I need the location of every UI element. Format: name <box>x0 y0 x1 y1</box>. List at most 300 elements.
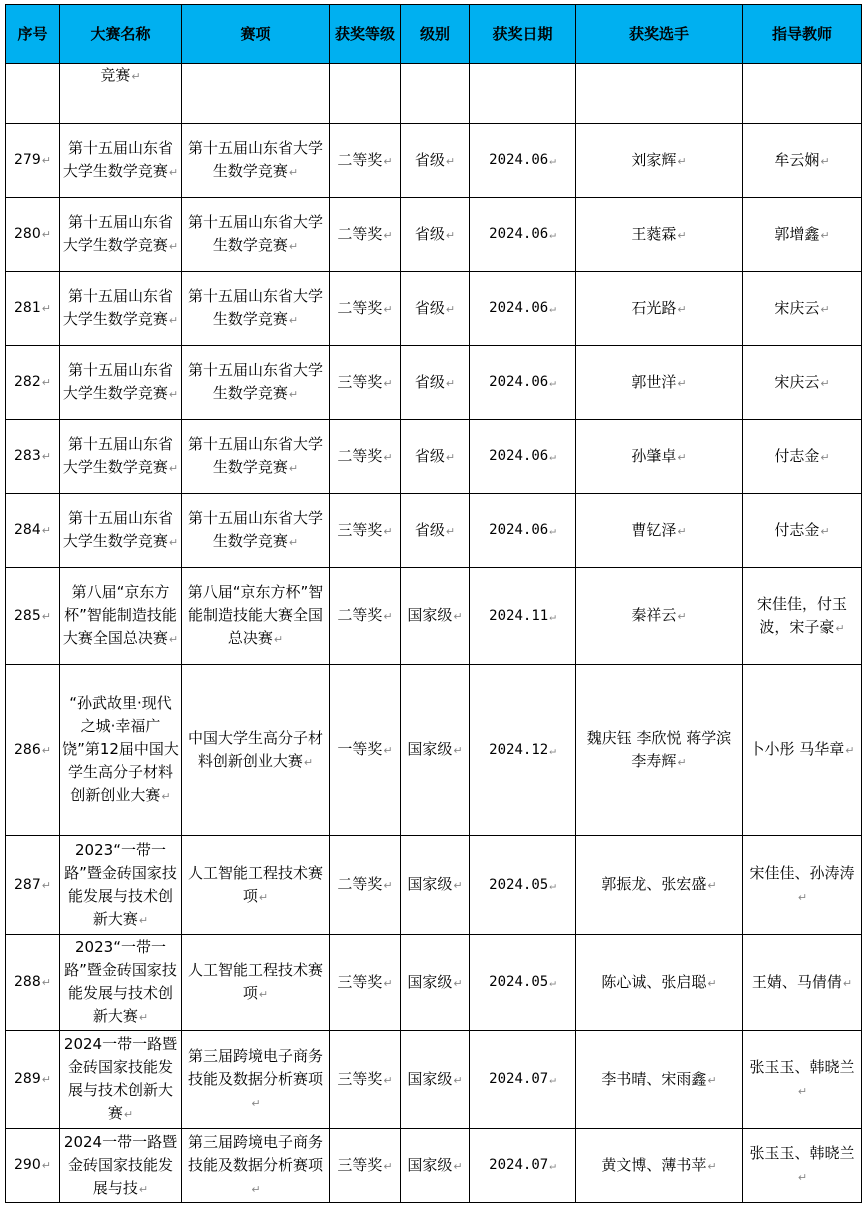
paragraph-mark-icon: ↵ <box>820 450 830 464</box>
cell-grade <box>401 64 470 124</box>
cell-text: 三等奖 <box>337 1069 383 1088</box>
cell-date <box>470 665 576 836</box>
cell-event <box>182 198 330 272</box>
paragraph-mark-icon: ↵ <box>549 743 556 757</box>
paragraph-mark-icon: ↵ <box>41 743 51 757</box>
table-row <box>6 272 862 346</box>
cell-text: 第十五届山东省大学生数学竞赛 <box>62 139 173 180</box>
paragraph-mark-icon: ↵ <box>251 1182 261 1196</box>
cell-text: 省级 <box>414 298 445 317</box>
cell-text: 王婧、马倩倩 <box>751 972 842 991</box>
paragraph-mark-icon: ↵ <box>161 790 171 803</box>
cell-date <box>470 494 576 568</box>
paragraph-mark-icon: ↵ <box>677 154 687 168</box>
cell-text: 张玉玉、韩晓兰 <box>749 1144 855 1162</box>
cell-date <box>470 1129 576 1203</box>
cell-grade <box>401 665 470 836</box>
paragraph-mark-icon: ↵ <box>453 744 463 757</box>
cell-text: 省级 <box>414 372 445 391</box>
cell-name <box>60 935 182 1031</box>
cell-seq <box>6 665 60 836</box>
paragraph-mark-icon: ↵ <box>383 154 393 168</box>
cell-date <box>470 420 576 494</box>
cell-text: 281 <box>14 300 41 316</box>
cell-text: 二等奖 <box>337 606 383 624</box>
paragraph-mark-icon: ↵ <box>288 388 299 401</box>
paragraph-mark-icon: ↵ <box>820 154 830 168</box>
cell-text: 李书晴、宋雨鑫 <box>601 1069 707 1088</box>
cell-text: 国家级 <box>407 875 453 893</box>
paragraph-mark-icon: ↵ <box>549 1073 556 1086</box>
cell-teacher <box>743 494 862 568</box>
cell-text: 283 <box>14 448 41 464</box>
cell-text: 付志金 <box>774 446 820 465</box>
table-row <box>6 420 862 494</box>
header-grade: 级别 <box>401 5 470 64</box>
cell-text: 2024一带一路暨金砖国家技能发展与技 <box>63 1132 178 1197</box>
cell-date <box>470 198 576 272</box>
paragraph-mark-icon: ↵ <box>677 450 687 464</box>
paragraph-mark-icon: ↵ <box>549 302 556 315</box>
table-row <box>6 1031 862 1129</box>
cell-seq <box>6 198 60 272</box>
table-row <box>6 836 862 935</box>
paragraph-mark-icon: ↵ <box>842 976 853 990</box>
cell-event <box>182 836 330 935</box>
cell-text: 第十五届山东省大学生数学竞赛 <box>62 287 173 328</box>
cell-text: 2023“一带一路”暨金砖国家技能发展与技术创新大赛 <box>64 840 177 928</box>
header-seq: 序号 <box>6 5 60 64</box>
cell-text: 宋佳佳，付玉波，宋子豪 <box>756 594 847 636</box>
cell-teacher <box>743 346 862 420</box>
cell-name <box>60 346 182 420</box>
paragraph-mark-icon: ↵ <box>549 228 556 241</box>
table-row <box>6 935 862 1031</box>
cell-text: 第八届“京东方杯”智能制造技能大赛全国总决赛 <box>187 583 324 647</box>
cell-text: 第十五届山东省大学生数学竞赛 <box>62 361 173 402</box>
cell-students <box>576 272 743 346</box>
paragraph-mark-icon: ↵ <box>168 240 179 253</box>
table-row <box>6 124 862 198</box>
cell-text: 第十五届山东省大学生数学竞赛 <box>62 213 173 254</box>
paragraph-mark-icon: ↵ <box>288 314 299 327</box>
cell-text: 二等奖 <box>337 298 383 317</box>
cell-students <box>576 420 743 494</box>
cell-teacher <box>743 1031 862 1129</box>
cell-text: 284 <box>14 522 41 538</box>
paragraph-mark-icon: ↵ <box>820 376 830 390</box>
cell-name <box>60 198 182 272</box>
cell-teacher <box>743 272 862 346</box>
paragraph-mark-icon: ↵ <box>138 1011 149 1024</box>
cell-students <box>576 494 743 568</box>
cell-teacher <box>743 568 862 665</box>
cell-level <box>330 665 401 836</box>
paragraph-mark-icon: ↵ <box>288 462 299 475</box>
cell-text: 宋佳佳、孙涛涛 <box>749 863 855 882</box>
paragraph-mark-icon: ↵ <box>138 1182 149 1196</box>
cell-name <box>60 420 182 494</box>
cell-teacher <box>743 124 862 198</box>
cell-event <box>182 64 330 124</box>
paragraph-mark-icon: ↵ <box>383 1159 393 1173</box>
cell-text: 2024.11 <box>489 607 549 624</box>
cell-level <box>330 346 401 420</box>
cell-seq <box>6 494 60 568</box>
cell-seq <box>6 124 60 198</box>
paragraph-mark-icon: ↵ <box>453 976 463 990</box>
cell-date <box>470 272 576 346</box>
cell-text: 2024.06 <box>489 226 549 242</box>
cell-text: 286 <box>14 741 41 758</box>
paragraph-mark-icon: ↵ <box>303 755 314 769</box>
cell-teacher <box>743 665 862 836</box>
cell-text: 刘家辉 <box>631 150 677 169</box>
paragraph-mark-icon: ↵ <box>168 314 179 327</box>
cell-students <box>576 1129 743 1203</box>
cell-text: 2023“一带一路”暨金砖国家技能发展与技术创新大赛 <box>64 938 177 1025</box>
cell-text: 第十五届山东省大学生数学竞赛 <box>62 509 173 550</box>
paragraph-mark-icon: ↵ <box>453 879 463 892</box>
paragraph-mark-icon: ↵ <box>383 1073 393 1087</box>
cell-text: 二等奖 <box>337 446 383 465</box>
paragraph-mark-icon: ↵ <box>383 450 393 464</box>
cell-name <box>60 64 182 124</box>
cell-text: 2024.06 <box>489 522 549 538</box>
paragraph-mark-icon: ↵ <box>549 524 556 537</box>
cell-level <box>330 64 401 124</box>
cell-text: 中国大学生高分子材料创新创业大赛 <box>187 728 323 770</box>
paragraph-mark-icon: ↵ <box>288 536 299 549</box>
cell-date <box>470 64 576 124</box>
cell-text: 287 <box>14 876 41 893</box>
cell-text: 2024.06 <box>489 448 549 464</box>
paragraph-mark-icon: ↵ <box>131 70 141 83</box>
cell-name <box>60 665 182 836</box>
cell-level <box>330 198 401 272</box>
cell-grade <box>401 836 470 935</box>
cell-students <box>576 935 743 1031</box>
header-level: 获奖等级 <box>330 5 401 64</box>
cell-text: 郭增鑫 <box>774 224 820 243</box>
paragraph-mark-icon: ↵ <box>41 376 51 389</box>
cell-grade <box>401 1129 470 1203</box>
cell-seq <box>6 935 60 1031</box>
paragraph-mark-icon: ↵ <box>549 450 556 463</box>
cell-text: 第三届跨境电子商务技能及数据分析赛项 <box>187 1132 323 1174</box>
cell-text: 石光路 <box>631 298 677 317</box>
paragraph-mark-icon: ↵ <box>677 228 687 242</box>
cell-teacher <box>743 1129 862 1203</box>
cell-students <box>576 1031 743 1129</box>
cell-text: 人工智能工程技术赛项 <box>187 961 323 1002</box>
paragraph-mark-icon: ↵ <box>41 302 51 315</box>
paragraph-mark-icon: ↵ <box>168 166 179 179</box>
header-name: 大赛名称 <box>60 5 182 64</box>
cell-text: 二等奖 <box>337 875 383 893</box>
cell-grade <box>401 568 470 665</box>
cell-students <box>576 836 743 935</box>
cell-text: 郭振龙、张宏盛 <box>601 875 707 893</box>
paragraph-mark-icon: ↵ <box>273 633 284 646</box>
header-date: 获奖日期 <box>470 5 576 64</box>
header-teacher: 指导教师 <box>743 5 862 64</box>
paragraph-mark-icon: ↵ <box>41 878 51 892</box>
cell-text: 省级 <box>414 150 445 169</box>
cell-name <box>60 568 182 665</box>
paragraph-mark-icon: ↵ <box>549 154 556 167</box>
paragraph-mark-icon: ↵ <box>797 890 808 904</box>
cell-teacher <box>743 198 862 272</box>
cell-date <box>470 124 576 198</box>
paragraph-mark-icon: ↵ <box>707 1073 717 1087</box>
cell-text: 国家级 <box>407 1069 453 1088</box>
cell-grade <box>401 198 470 272</box>
cell-text: 三等奖 <box>337 520 383 539</box>
cell-text: 285 <box>14 607 41 624</box>
paragraph-mark-icon: ↵ <box>797 1085 808 1098</box>
cell-name <box>60 1129 182 1203</box>
paragraph-mark-icon: ↵ <box>41 1073 51 1086</box>
paragraph-mark-icon: ↵ <box>288 166 299 179</box>
cell-event <box>182 1031 330 1129</box>
paragraph-mark-icon: ↵ <box>549 609 556 623</box>
paragraph-mark-icon: ↵ <box>41 154 51 167</box>
cell-text: 第十五届山东省大学生数学竞赛 <box>187 287 323 328</box>
cell-grade <box>401 346 470 420</box>
cell-date <box>470 935 576 1031</box>
paragraph-mark-icon: ↵ <box>835 621 845 635</box>
cell-level <box>330 935 401 1031</box>
cell-text: 秦祥云 <box>631 606 677 624</box>
cell-grade <box>401 494 470 568</box>
cell-text: 2024.07 <box>489 1157 549 1173</box>
cell-grade <box>401 935 470 1031</box>
paragraph-mark-icon: ↵ <box>845 744 855 757</box>
cell-seq <box>6 568 60 665</box>
cell-text: 2024.05 <box>489 876 549 893</box>
cell-seq <box>6 1129 60 1203</box>
table-row <box>6 568 862 665</box>
table-row <box>6 198 862 272</box>
paragraph-mark-icon: ↵ <box>41 450 51 463</box>
cell-text: 陈心诚、张启聪 <box>601 972 707 991</box>
cell-text: 282 <box>14 374 41 390</box>
cell-text: 2024.12 <box>489 741 549 758</box>
paragraph-mark-icon: ↵ <box>383 376 393 390</box>
paragraph-mark-icon: ↵ <box>453 610 463 623</box>
cell-seq <box>6 272 60 346</box>
cell-students <box>576 346 743 420</box>
cell-text: 279 <box>14 152 41 168</box>
paragraph-mark-icon: ↵ <box>445 302 456 316</box>
cell-level <box>330 420 401 494</box>
paragraph-mark-icon: ↵ <box>445 228 456 242</box>
paragraph-mark-icon: ↵ <box>677 302 687 316</box>
cell-event <box>182 124 330 198</box>
cell-grade <box>401 124 470 198</box>
cell-text: 曹钇泽 <box>631 520 677 539</box>
paragraph-mark-icon: ↵ <box>549 376 556 389</box>
cell-text: 2024.07 <box>489 1071 549 1087</box>
paragraph-mark-icon: ↵ <box>138 913 149 927</box>
paragraph-mark-icon: ↵ <box>677 610 687 623</box>
cell-name <box>60 836 182 935</box>
paragraph-mark-icon: ↵ <box>288 240 299 253</box>
cell-text: 第十五届山东省大学生数学竞赛 <box>187 139 323 180</box>
paragraph-mark-icon: ↵ <box>383 744 393 757</box>
cell-name <box>60 124 182 198</box>
table-row <box>6 665 862 836</box>
table-row <box>6 64 862 124</box>
paragraph-mark-icon: ↵ <box>168 536 179 549</box>
cell-date <box>470 836 576 935</box>
cell-teacher <box>743 420 862 494</box>
cell-teacher <box>743 836 862 935</box>
cell-level <box>330 124 401 198</box>
paragraph-mark-icon: ↵ <box>251 1096 261 1110</box>
cell-students <box>576 64 743 124</box>
table-row <box>6 346 862 420</box>
header-event: 赛项 <box>182 5 330 64</box>
cell-text: 三等奖 <box>337 972 383 991</box>
paragraph-mark-icon: ↵ <box>41 1159 51 1172</box>
cell-event <box>182 346 330 420</box>
cell-students <box>576 198 743 272</box>
cell-text: 竞赛 <box>100 66 131 84</box>
cell-text: 省级 <box>414 224 445 243</box>
cell-seq <box>6 1031 60 1129</box>
cell-text: 2024一带一路暨金砖国家技能发展与技术创新大赛 <box>63 1035 178 1122</box>
paragraph-mark-icon: ↵ <box>820 524 830 538</box>
cell-event <box>182 665 330 836</box>
cell-grade <box>401 420 470 494</box>
paragraph-mark-icon: ↵ <box>41 976 51 989</box>
paragraph-mark-icon: ↵ <box>41 228 51 241</box>
cell-grade <box>401 272 470 346</box>
cell-text: 第三届跨境电子商务技能及数据分析赛项 <box>187 1046 323 1088</box>
paragraph-mark-icon: ↵ <box>820 228 830 242</box>
cell-text: 孙肇卓 <box>631 446 677 465</box>
cell-date <box>470 346 576 420</box>
cell-text: 二等奖 <box>337 150 383 169</box>
paragraph-mark-icon: ↵ <box>445 154 456 168</box>
paragraph-mark-icon: ↵ <box>383 524 393 538</box>
cell-text: 黄文博、薄书苹 <box>601 1155 707 1174</box>
cell-text: 宋庆云 <box>774 372 820 391</box>
cell-text: 第十五届山东省大学生数学竞赛 <box>62 435 173 476</box>
cell-event <box>182 568 330 665</box>
cell-level <box>330 272 401 346</box>
table-body <box>6 64 862 1203</box>
cell-text: 三等奖 <box>337 1155 383 1174</box>
cell-text: 张玉玉、韩晓兰 <box>749 1058 855 1076</box>
cell-event <box>182 272 330 346</box>
paragraph-mark-icon: ↵ <box>168 462 179 475</box>
cell-text: 人工智能工程技术赛项 <box>187 863 323 905</box>
paragraph-mark-icon: ↵ <box>383 976 393 990</box>
paragraph-mark-icon: ↵ <box>453 1159 463 1173</box>
cell-name <box>60 494 182 568</box>
cell-date <box>470 568 576 665</box>
cell-text: 付志金 <box>774 520 820 539</box>
paragraph-mark-icon: ↵ <box>258 988 269 1001</box>
cell-text: 牟云娴 <box>774 150 820 169</box>
paragraph-mark-icon: ↵ <box>383 302 393 316</box>
cell-text: 290 <box>14 1157 41 1173</box>
cell-teacher <box>743 64 862 124</box>
cell-text: 2024.05 <box>489 974 549 990</box>
cell-seq <box>6 64 60 124</box>
paragraph-mark-icon: ↵ <box>707 1159 717 1173</box>
cell-text: 省级 <box>414 446 445 465</box>
cell-event <box>182 935 330 1031</box>
cell-event <box>182 1129 330 1203</box>
paragraph-mark-icon: ↵ <box>41 609 51 623</box>
cell-text: 国家级 <box>407 1155 453 1174</box>
cell-level <box>330 1031 401 1129</box>
paragraph-mark-icon: ↵ <box>383 228 393 242</box>
cell-students <box>576 665 743 836</box>
cell-text: 二等奖 <box>337 224 383 243</box>
cell-text: 魏庆钰 李欣悦 蒋学滨 李寿辉 <box>586 728 732 770</box>
cell-text: “孙武故里·现代之城·幸福广饶”第12届中国大学生高分子材料创新创业大赛 <box>62 694 179 804</box>
paragraph-mark-icon: ↵ <box>445 450 456 464</box>
cell-text: 2024.06 <box>489 300 549 316</box>
paragraph-mark-icon: ↵ <box>677 755 687 769</box>
cell-seq <box>6 836 60 935</box>
cell-text: 289 <box>14 1071 41 1087</box>
paragraph-mark-icon: ↵ <box>549 878 556 892</box>
paragraph-mark-icon: ↵ <box>707 879 717 892</box>
paragraph-mark-icon: ↵ <box>41 524 51 537</box>
paragraph-mark-icon: ↵ <box>168 633 179 646</box>
header-students: 获奖选手 <box>576 5 743 64</box>
cell-grade <box>401 1031 470 1129</box>
cell-text: 第十五届山东省大学生数学竞赛 <box>187 213 323 254</box>
cell-text: 宋庆云 <box>774 298 820 317</box>
paragraph-mark-icon: ↵ <box>445 524 456 538</box>
cell-text: 2024.06 <box>489 152 549 168</box>
header-row <box>6 5 862 64</box>
paragraph-mark-icon: ↵ <box>677 524 687 538</box>
cell-seq <box>6 420 60 494</box>
cell-event <box>182 494 330 568</box>
cell-text: 第十五届山东省大学生数学竞赛 <box>187 435 323 476</box>
cell-text: 288 <box>14 974 41 990</box>
cell-text: 郭世洋 <box>631 372 677 391</box>
cell-text: 国家级 <box>407 606 453 624</box>
cell-event <box>182 420 330 494</box>
cell-text: 三等奖 <box>337 372 383 391</box>
cell-text: 王蕤霖 <box>631 224 677 243</box>
paragraph-mark-icon: ↵ <box>549 1159 556 1172</box>
cell-text: 第八届“京东方杯”智能制造技能大赛全国总决赛 <box>62 583 177 647</box>
cell-name <box>60 272 182 346</box>
cell-text: 卜小彤 马华章 <box>749 740 845 758</box>
cell-seq <box>6 346 60 420</box>
paragraph-mark-icon: ↵ <box>797 1171 808 1184</box>
cell-name <box>60 1031 182 1129</box>
cell-text: 国家级 <box>407 972 453 991</box>
paragraph-mark-icon: ↵ <box>168 388 179 401</box>
cell-level <box>330 494 401 568</box>
cell-text: 一等奖 <box>337 740 383 758</box>
paragraph-mark-icon: ↵ <box>677 376 687 390</box>
cell-text: 第十五届山东省大学生数学竞赛 <box>187 509 323 550</box>
cell-date <box>470 1031 576 1129</box>
cell-students <box>576 124 743 198</box>
